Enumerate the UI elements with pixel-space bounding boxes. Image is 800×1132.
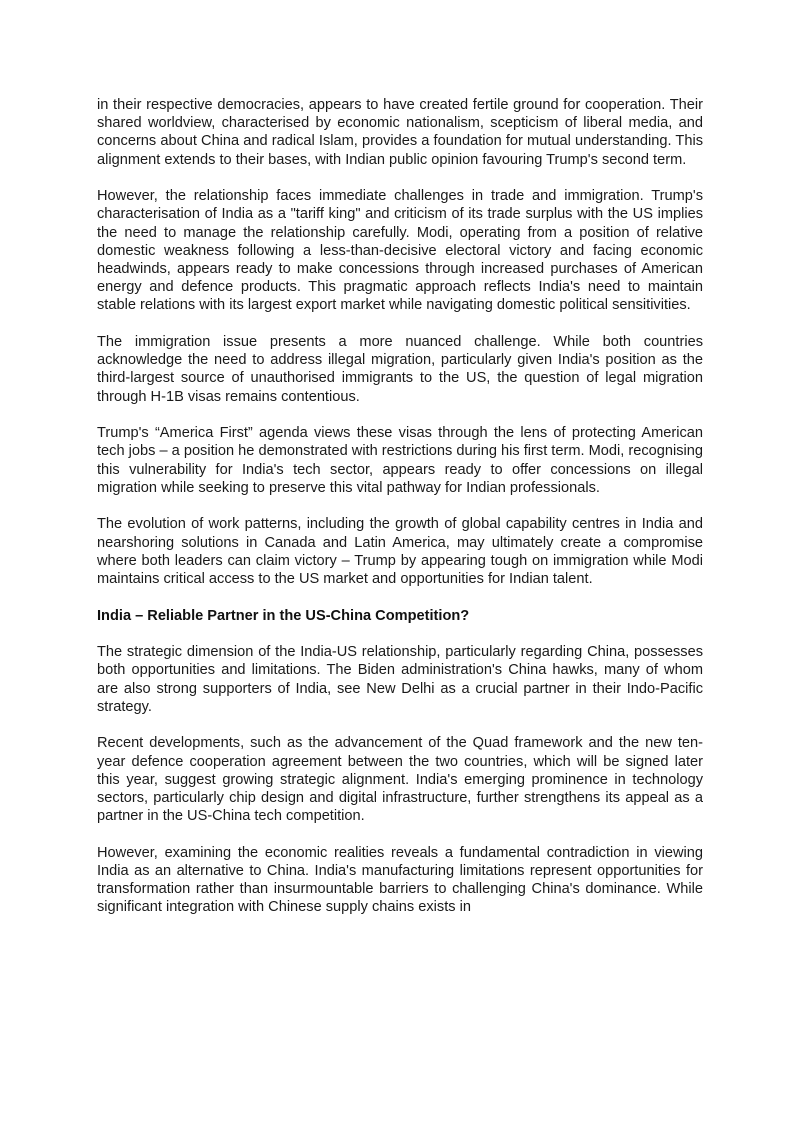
paragraph-economic-realities: However, examining the economic realities reveals a fundamental contradiction in viewing India as an alternative to China. India's manufacturing limitations represent opportunities for transformation rather than insurmountable barriers to challenging China's dominance. While significant integration with Chinese supply chains exists in <box>97 844 703 916</box>
document-page <box>97 96 703 935</box>
paragraph-recent-developments: Recent developments, such as the advancement of the Quad framework and the new ten-year defence cooperation agreement between the two countries, which will be signed later this year, suggest growing strategic alignment. India's emerging prominence in technology sectors, particularly chip design and digital infrastructure, further strengthens its appeal as a partner in the US-China tech competition. <box>97 735 703 825</box>
paragraph-america-first: Trump's “America First” agenda views these visas through the lens of protecting American tech jobs – a position he demonstrated with restrictions during his first term. Modi, recognising this vulnerability for India's tech sector, appears ready to offer concessions on illegal migration while seeking to preserve this vital pathway for Indian professionals. <box>97 425 703 496</box>
section-heading: India – Reliable Partner in the US-China Competition? <box>97 607 470 624</box>
paragraph-shared-worldview: in their respective democracies, appears to have created fertile ground for cooperation. Their shared worldview, characterised by economic nationalism, scepticism of liberal media, and concerns about China and radical Islam, provides a foundation for mutual understanding. This alignment extends to their bases, with Indian public opinion favouring Trump's second term. <box>97 97 703 168</box>
paragraph-immigration-issue: The immigration issue presents a more nuanced challenge. While both countries acknowledge the need to address illegal migration, particularly given India's position as the third-largest source of unauthorised immigrants to the US, the question of legal migration through H-1B visas remains contentious. <box>97 334 703 405</box>
paragraph-work-patterns: The evolution of work patterns, including the growth of global capability centres in India and nearshoring solutions in Canada and Latin America, may ultimately create a compromise where both leaders can claim victory – Trump by appearing tough on immigration while Modi maintains critical access to the US market and opportunities for Indian talent. <box>97 516 703 588</box>
paragraph-trade-challenges: However, the relationship faces immediate challenges in trade and immigration. Trump's characterisation of India as a "tariff king" and criticism of its trade surplus with the US implies the need to manage the relationship carefully. Modi, operating from a position of relative domestic weakness following a less-than-decisive electoral victory and facing economic headwinds, appears ready to make concessions through increased purchases of American energy and defence products. This pragmatic approach reflects India's need to maintain stable relations with its largest export market while navigating domestic political sensitivities. <box>97 188 703 314</box>
paragraph-strategic-dimension: The strategic dimension of the India-US relationship, particularly regarding China, possesses both opportunities and limitations. The Biden administration's China hawks, many of whom are also strong supporters of India, see New Delhi as a crucial partner in their Indo-Pacific strategy. <box>97 644 703 715</box>
